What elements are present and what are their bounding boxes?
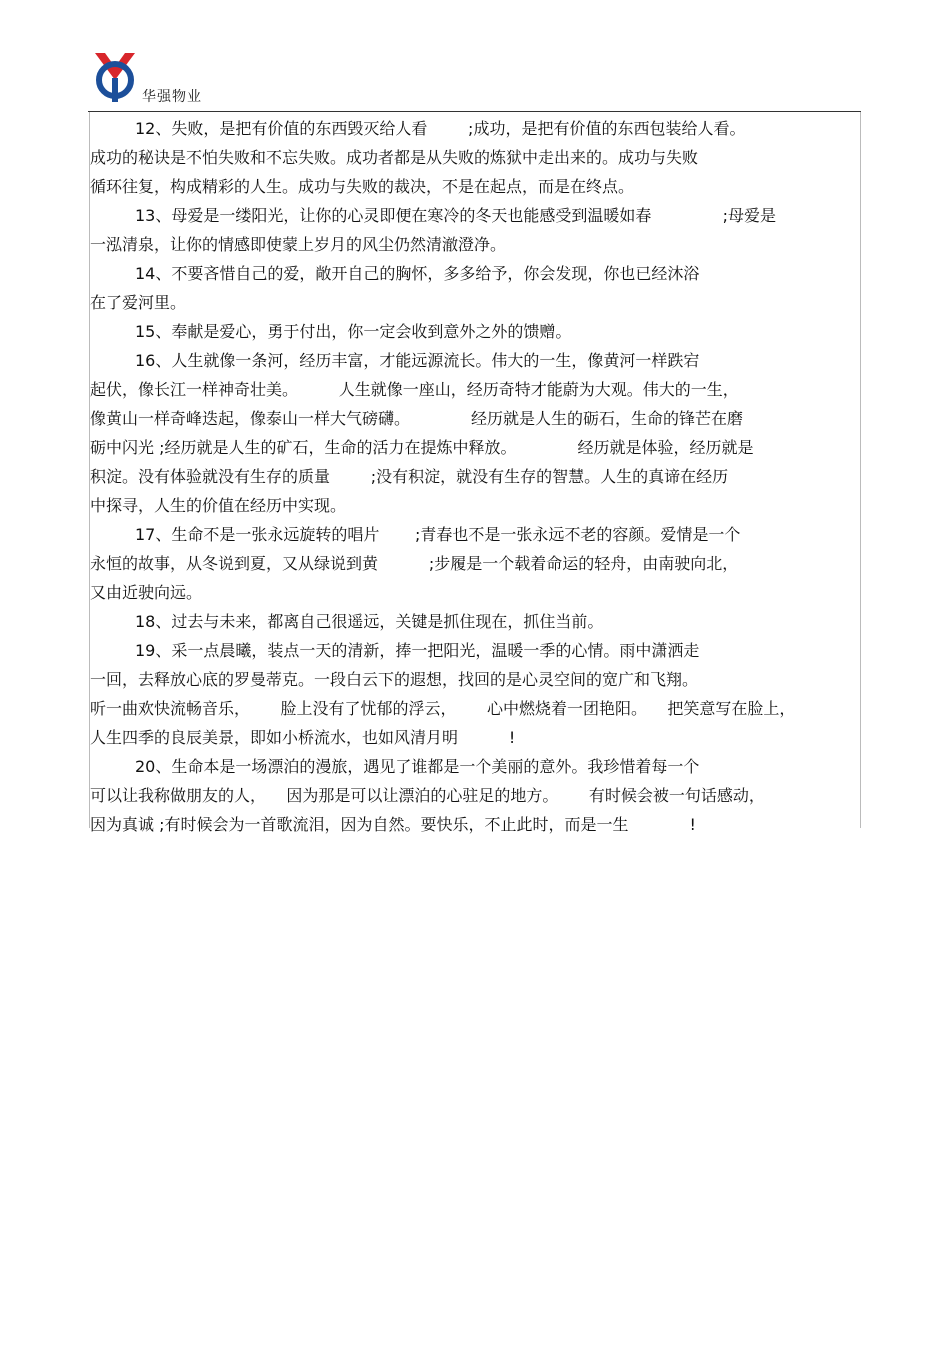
text-line: 一回，去释放心底的罗曼蒂克。一段白云下的遐想，找回的是心灵空间的宽广和飞翔。 (90, 670, 699, 689)
text-line: 可以让我称做朋友的人， 因为那是可以让漂泊的心驻足的地方。 有时候会被一句话感动， (90, 786, 765, 805)
text-line: 像黄山一样奇峰迭起，像泰山一样大气磅礴。 经历就是人生的砺石，生命的锋芒在磨 (90, 409, 744, 428)
text-line: 砺中闪光 ;经历就是人生的矿石，生命的活力在提炼中释放。 经历就是体验，经历就是 (90, 438, 754, 457)
text-line: 20、生命本是一场漂泊的漫旅，遇见了谁都是一个美丽的意外。我珍惜着每一个 (135, 757, 700, 776)
text-line: 16、人生就像一条河，经历丰富，才能远源流长。伟大的一生，像黄河一样跌宕 (135, 351, 700, 370)
text-line: 14、不要吝惜自己的爱，敞开自己的胸怀，多多给予，你会发现，你也已经沐浴 (135, 264, 700, 283)
text-line: 人生四季的良辰美景，即如小桥流水，也如风清月明 ! (90, 728, 516, 747)
company-name: 华强物业 (142, 89, 202, 105)
text-line: 中探寻，人生的价值在经历中实现。 (90, 496, 347, 515)
huaqiang-logo-icon (92, 50, 138, 102)
text-line: 循环往复，构成精彩的人生。成功与失败的裁决，不是在起点，而是在终点。 (90, 177, 635, 196)
text-line: 因为真诚 ;有时候会为一首歌流泪，因为自然。要快乐，不止此时，而是一生 ! (90, 815, 696, 834)
text-line: 听一曲欢快流畅音乐， 脸上没有了忧郁的浮云， 心中燃烧着一团艳阳。 把笑意写在脸上， (90, 699, 796, 718)
text-line: 又由近驶向远。 (90, 583, 203, 602)
right-border (860, 112, 861, 828)
text-line: 19、采一点晨曦，装点一天的清新，捧一把阳光，温暖一季的心情。雨中潇洒走 (135, 641, 700, 660)
text-line: 起伏，像长江一样神奇壮美。 人生就像一座山，经历奇特才能蔚为大观。伟大的一生， (90, 380, 739, 399)
text-line: 永恒的故事，从冬说到夏，又从绿说到黄 ;步履是一个载着命运的轻舟，由南驶向北， (90, 554, 739, 573)
text-line: 17、生命不是一张永远旋转的唱片 ;青春也不是一张永远不老的容颜。爱情是一个 (135, 525, 741, 544)
page-header (88, 46, 861, 112)
text-line: 在了爱河里。 (90, 293, 187, 312)
text-line: 18、过去与未来，都离自己很遥远，关键是抓住现在，抓住当前。 (135, 612, 604, 631)
text-line: 15、奉献是爱心，勇于付出，你一定会收到意外之外的馈赠。 (135, 322, 572, 341)
text-line: 积淀。没有体验就没有生存的质量 ;没有积淀，就没有生存的智慧。人生的真谛在经历 (90, 467, 729, 486)
text-line: 一泓清泉，让你的情感即使蒙上岁月的风尘仍然清澈澄净。 (90, 235, 507, 254)
text-line: 成功的秘诀是不怕失败和不忘失败。成功者都是从失败的炼狱中走出来的。成功与失败 (90, 148, 699, 167)
text-line: 12、失败，是把有价值的东西毁灭给人看 ;成功，是把有价值的东西包装给人看。 (135, 119, 746, 138)
header-rule (88, 111, 861, 112)
text-line: 13、母爱是一缕阳光，让你的心灵即便在寒冷的冬天也能感受到温暖如春 ;母爱是 (135, 206, 776, 225)
